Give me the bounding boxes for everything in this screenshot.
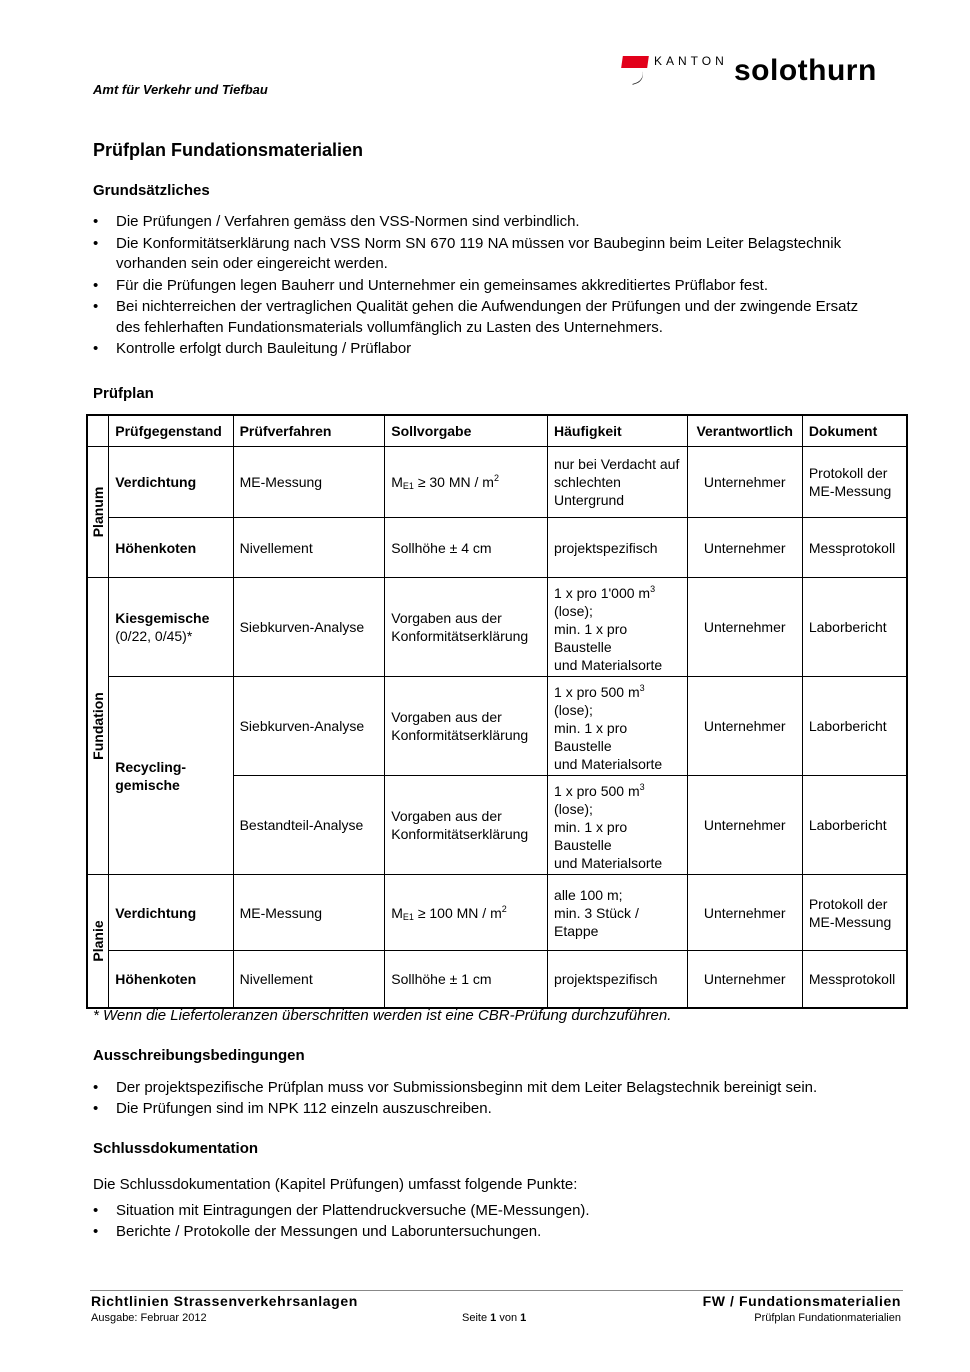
cell-verantwortlich: Unternehmer (687, 447, 802, 518)
schluss-intro: Die Schlussdokumentation (Kapitel Prüfungen) umfasst folgende Punkte: (93, 1176, 578, 1193)
column-header: Häufigkeit (548, 415, 688, 447)
cell-verfahren: Siebkurven-Analyse (233, 578, 385, 677)
list-item: • Berichte / Protokolle der Messungen und Laboruntersuchungen. (93, 1222, 893, 1243)
kanton-solothurn-logo (622, 52, 912, 92)
cell-verfahren: ME-Messung (233, 875, 385, 951)
table-row (87, 875, 907, 951)
soll-text: M (391, 904, 403, 921)
haeufigkeit-text: (lose); (554, 702, 593, 718)
page-title: Prüfplan Fundationsmaterialien (93, 140, 364, 160)
haeufigkeit-text: und Materialsorte (554, 657, 663, 673)
cell-gegenstand: Recycling-gemische (109, 677, 233, 875)
cell-haeufigkeit (548, 875, 688, 951)
haeufigkeit-text: und Materialsorte (554, 756, 663, 772)
cell-soll: Sollhöhe ± 1 cm (385, 951, 548, 1008)
cell-dokument: Messprotokoll (802, 518, 907, 578)
footer-chapter-title: FW / Fundationsmaterialien (702, 1293, 901, 1309)
table-row (87, 677, 907, 776)
pruefplan-table (86, 414, 908, 1009)
soll-text: ≥ 100 MN / m (413, 904, 502, 921)
soll-text: ≥ 30 MN / m (413, 474, 494, 490)
cell-verantwortlich: Unternehmer (687, 951, 802, 1008)
logo-swoosh-icon (628, 68, 646, 85)
cell-soll (385, 875, 548, 951)
haeufigkeit-text: min. 3 Stück / Etappe (554, 904, 639, 939)
logo-solothurn-text: solothurn (734, 54, 877, 87)
list-item: • Die Konformitätserklärung nach VSS Norm SN 670 119 NA müssen vor Baubeginn beim Leiter Belagstechnik vorhanden sein oder eingereicht werden. (93, 234, 883, 275)
haeufigkeit-text: (lose); (554, 801, 593, 817)
column-header: Prüfgegenstand (109, 415, 233, 447)
cell-verfahren: Nivellement (233, 951, 385, 1008)
page-current: 1 (490, 1312, 497, 1324)
footer-edition: Ausgabe: Februar 2012 (91, 1312, 207, 1324)
cell-dokument: Protokoll der ME-Messung (802, 447, 907, 518)
list-item: • Kontrolle erfolgt durch Bauleitung / Prüflabor (93, 339, 883, 360)
cell-verantwortlich: Unternehmer (687, 776, 802, 875)
cell-gegenstand: Verdichtung (109, 875, 233, 951)
cell-haeufigkeit: projektspezifisch (548, 518, 688, 578)
list-item: • Die Prüfungen sind im NPK 112 einzeln auszuschreiben. (93, 1099, 893, 1120)
cell-verantwortlich: Unternehmer (687, 875, 802, 951)
cell-gegenstand: Verdichtung (109, 447, 233, 518)
cell-dokument: Laborbericht (802, 776, 907, 875)
schluss-list (93, 1201, 893, 1242)
cell-soll: Vorgaben aus der Konformitätserklärung (385, 578, 548, 677)
haeufigkeit-text: min. 1 x pro Baustelle (554, 621, 628, 655)
haeufigkeit-text: 1 x pro 500 m (554, 684, 640, 700)
page-label: Seite (462, 1312, 488, 1324)
footer-document-name: Prüfplan Fundationmaterialien (754, 1312, 901, 1324)
table-header-row (87, 415, 907, 447)
cell-soll (385, 447, 548, 518)
haeufigkeit-text: min. 1 x pro Baustelle (554, 720, 628, 754)
table-footnote: * Wenn die Liefertoleranzen überschritten werden ist eine CBR-Prüfung durchzuführen. (93, 1007, 672, 1024)
cell-soll: Vorgaben aus der Konformitätserklärung (385, 776, 548, 875)
header-group-empty (87, 415, 109, 447)
group-label: Fundation (90, 692, 107, 760)
column-header: Dokument (802, 415, 907, 447)
section-heading-pruefplan: Prüfplan (93, 385, 154, 402)
cell-soll: Sollhöhe ± 4 cm (385, 518, 548, 578)
haeufigkeit-text: und Materialsorte (554, 855, 663, 871)
cell-gegenstand: Höhenkoten (109, 518, 233, 578)
soll-subscript: E1 (402, 911, 414, 922)
gegenstand-label: Kiesgemische (115, 610, 210, 626)
cell-haeufigkeit (548, 677, 688, 776)
table-row (87, 578, 907, 677)
haeufigkeit-superscript: 3 (639, 683, 645, 693)
group-cell-fundation (87, 578, 109, 875)
cell-dokument: Messprotokoll (802, 951, 907, 1008)
cell-verfahren: ME-Messung (233, 447, 385, 518)
group-cell-planie (87, 875, 109, 1008)
cell-verantwortlich: Unternehmer (687, 578, 802, 677)
cell-dokument: Protokoll der ME-Messung (802, 875, 907, 951)
cell-haeufigkeit: nur bei Verdacht auf schlechten Untergrund (548, 447, 688, 518)
footer-divider (90, 1290, 903, 1291)
list-item: • Situation mit Eintragungen der Plattendruckversuche (ME-Messungen). (93, 1201, 893, 1222)
section-heading-ausschreibung: Ausschreibungsbedingungen (93, 1047, 305, 1064)
haeufigkeit-text: alle 100 m; (554, 886, 623, 903)
cell-haeufigkeit (548, 578, 688, 677)
list-item: • Die Prüfungen / Verfahren gemäss den VSS-Normen sind verbindlich. (93, 212, 883, 233)
section-heading-grundsaetzliches: Grundsätzliches (93, 182, 210, 199)
soll-text: M (391, 474, 403, 490)
section-heading-schluss: Schlussdokumentation (93, 1140, 259, 1157)
table-row (87, 518, 907, 578)
department-name: Amt für Verkehr und Tiefbau (93, 82, 268, 97)
column-header: Verantwortlich (687, 415, 802, 447)
page-total: 1 (520, 1312, 527, 1324)
haeufigkeit-text: min. 1 x pro Baustelle (554, 819, 628, 853)
column-header: Prüfverfahren (233, 415, 385, 447)
table-row (87, 951, 907, 1008)
logo-kanton-text: KANTON (654, 54, 728, 68)
haeufigkeit-text: 1 x pro 500 m (554, 783, 640, 799)
column-header: Sollvorgabe (385, 415, 548, 447)
cell-dokument: Laborbericht (802, 677, 907, 776)
cell-verfahren: Siebkurven-Analyse (233, 677, 385, 776)
soll-subscript: E1 (402, 481, 414, 491)
soll-superscript: 2 (501, 903, 507, 914)
ausschreibung-list (93, 1078, 893, 1119)
cell-verantwortlich: Unternehmer (687, 677, 802, 776)
haeufigkeit-superscript: 3 (650, 584, 656, 594)
haeufigkeit-text: (lose); (554, 603, 593, 619)
list-item: • Der projektspezifische Prüfplan muss vor Submissionsbeginn mit dem Leiter Belagstechnik bereinigt sein. (93, 1078, 893, 1099)
cell-gegenstand: Höhenkoten (109, 951, 233, 1008)
cell-dokument: Laborbericht (802, 578, 907, 677)
logo-red-flag-icon (621, 56, 649, 68)
haeufigkeit-superscript: 3 (639, 782, 645, 792)
cell-gegenstand (109, 578, 233, 677)
cell-haeufigkeit: projektspezifisch (548, 951, 688, 1008)
gegenstand-note: (0/22, 0/45)* (115, 628, 193, 644)
group-cell-planum (87, 447, 109, 578)
cell-verantwortlich: Unternehmer (687, 518, 802, 578)
grundsaetzliches-list (93, 212, 883, 361)
cell-soll: Vorgaben aus der Konformitätserklärung (385, 677, 548, 776)
cell-verfahren: Nivellement (233, 518, 385, 578)
cell-haeufigkeit (548, 776, 688, 875)
list-item: • Für die Prüfungen legen Bauherr und Unternehmer ein gemeinsames akkreditiertes Prüflabor fest. (93, 276, 883, 297)
soll-superscript: 2 (493, 473, 499, 483)
footer-guideline-title: Richtlinien Strassenverkehrsanlagen (91, 1293, 358, 1309)
footer-page-number (462, 1312, 526, 1324)
page-of: von (499, 1312, 518, 1324)
group-label: Planie (90, 920, 107, 962)
cell-verfahren: Bestandteil-Analyse (233, 776, 385, 875)
group-label: Planum (90, 486, 107, 538)
haeufigkeit-text: 1 x pro 1'000 m (554, 585, 651, 601)
list-item: • Bei nichterreichen der vertraglichen Qualität gehen die Aufwendungen der Prüfungen und der zwingende Ersatz des fehlerhaften Fundationsmaterials vollumfänglich zu Lasten des Unternehmers. (93, 297, 883, 338)
table-row (87, 447, 907, 518)
